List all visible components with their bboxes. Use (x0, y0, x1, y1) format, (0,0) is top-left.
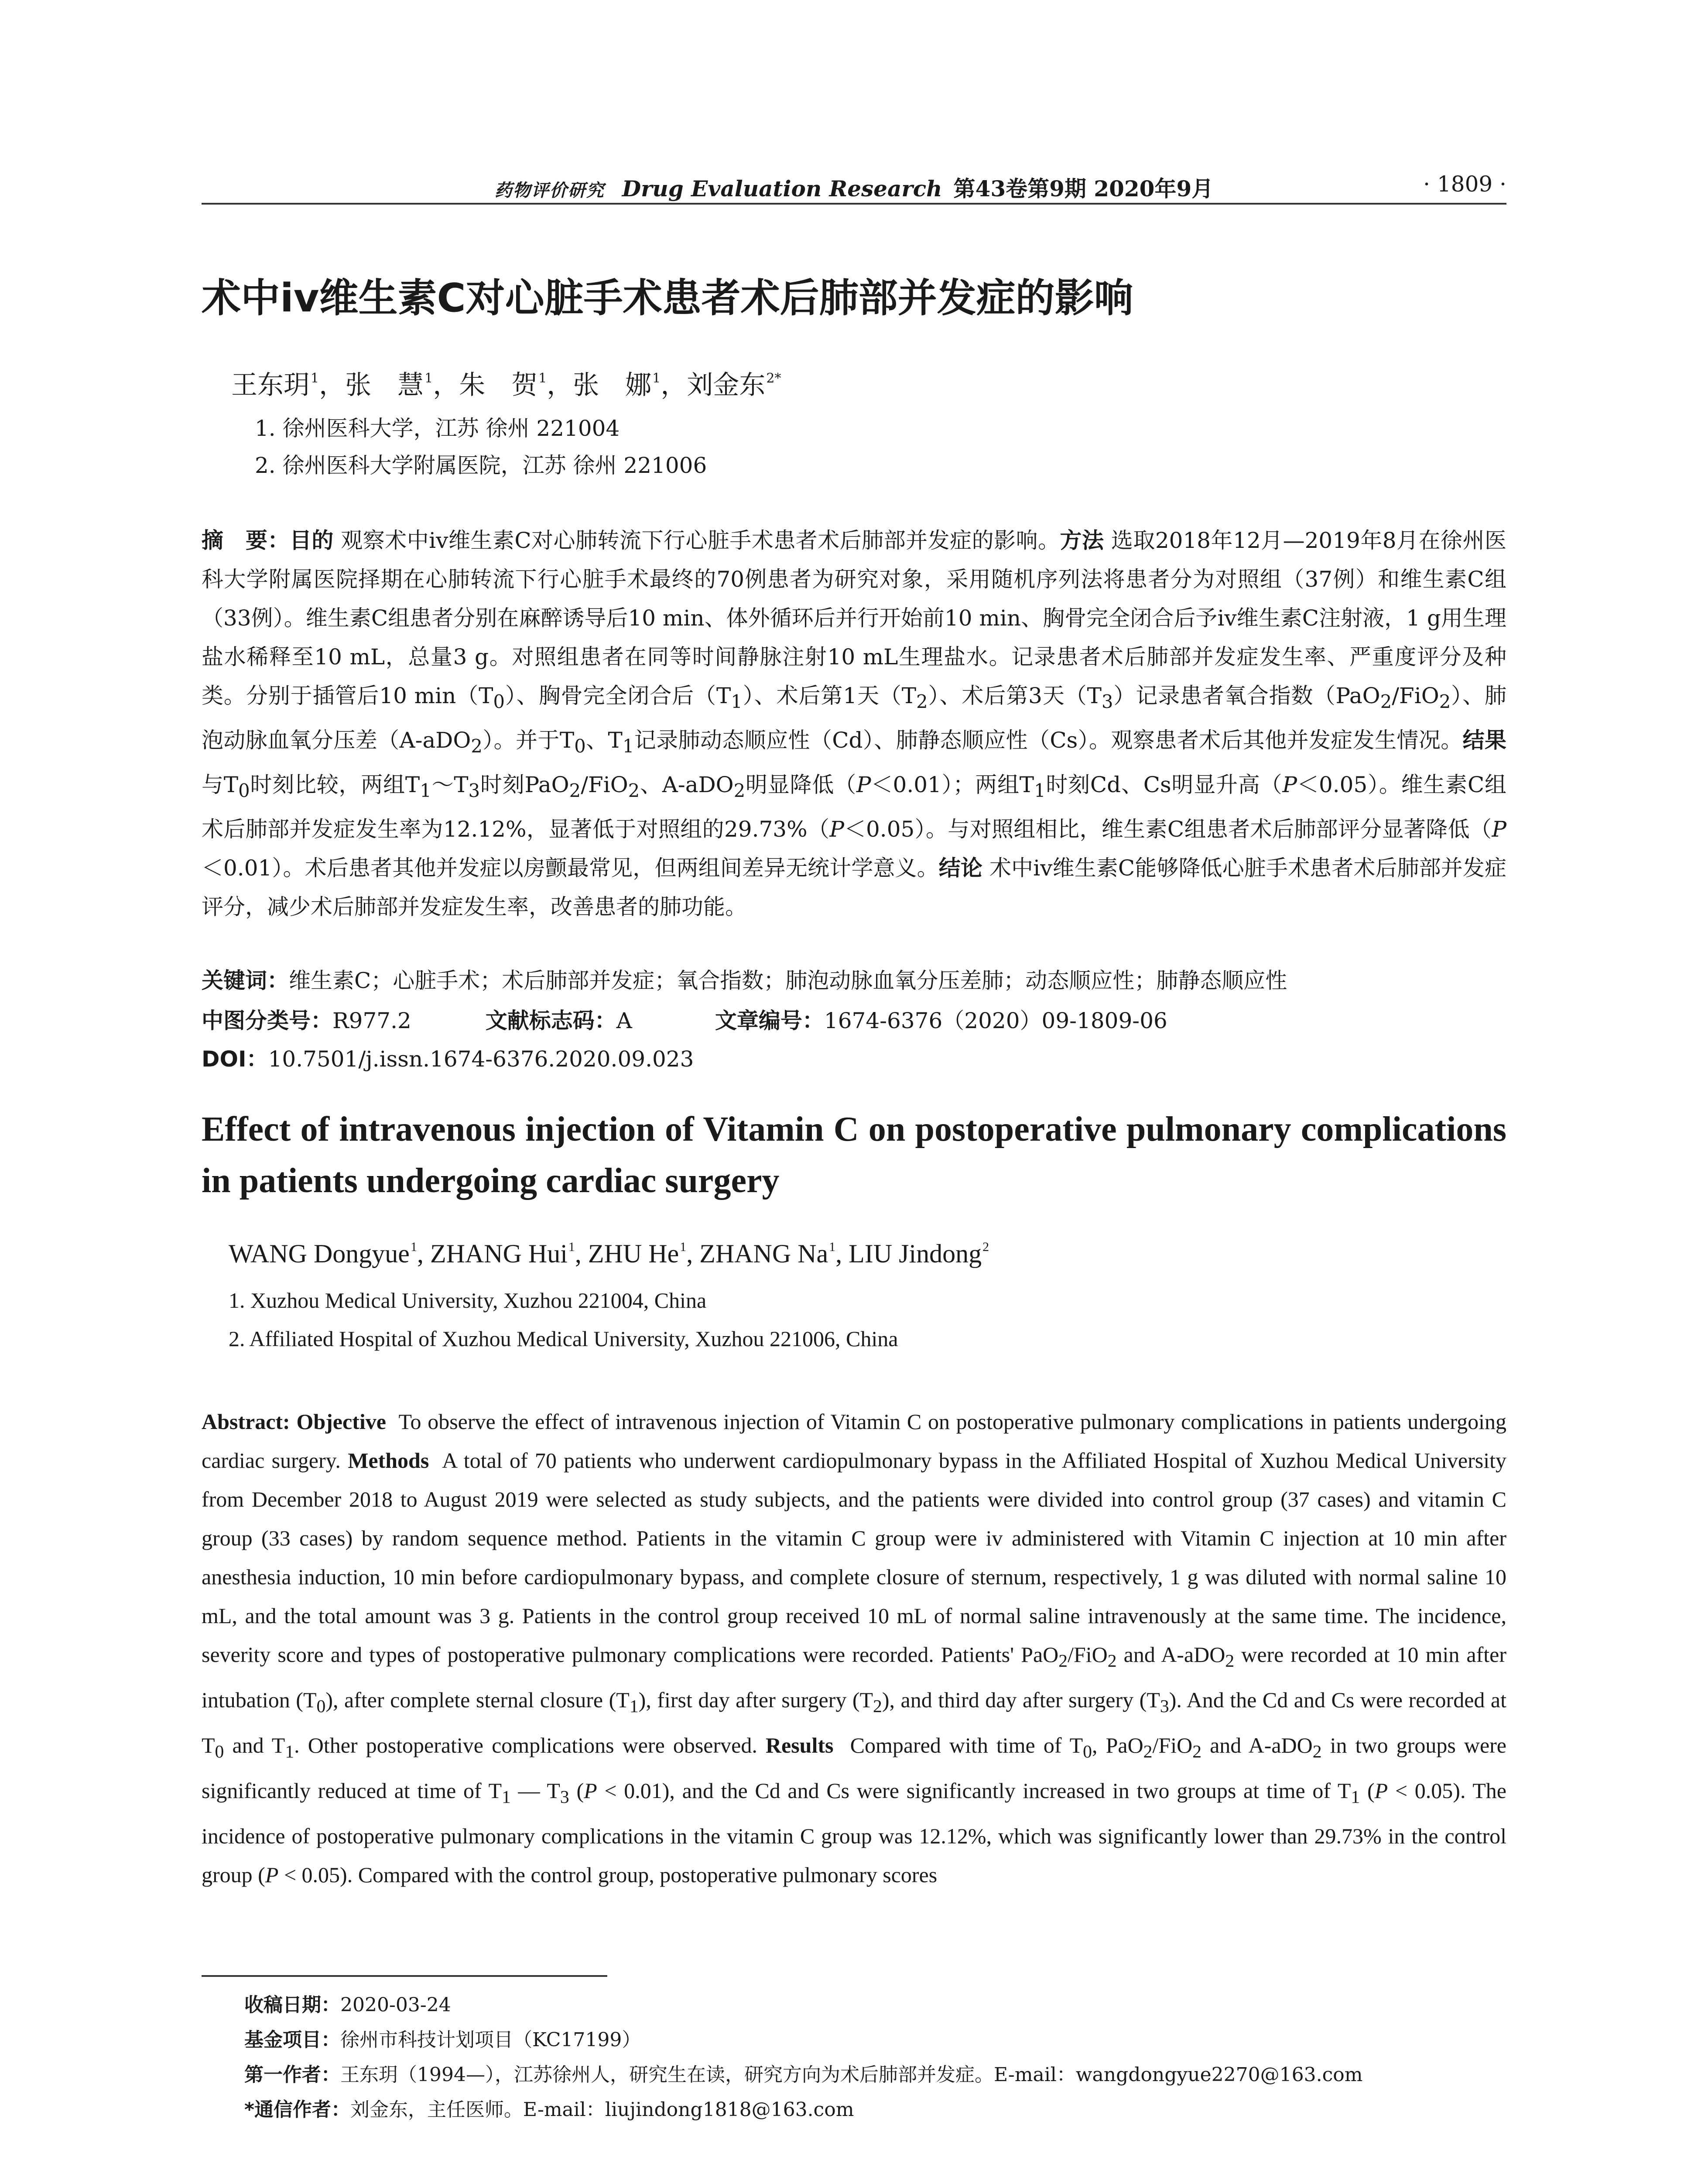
article-number-label: 文章编号： (715, 1008, 824, 1033)
objective-label: 目的 (289, 528, 334, 553)
title-cn: 术中iv维生素C对心脏手术患者术后肺部并发症的影响 (202, 275, 1133, 321)
author-affiliation-mark: 1 (652, 371, 661, 386)
title-en: Effect of intravenous injection of Vitamin C on postoperative pulmonary complications in patients undergoing cardiac surgery (202, 1110, 1506, 1200)
results-text: 明显降低（ (745, 772, 856, 797)
author-separator: , (417, 1239, 430, 1268)
author-name: LIU Jindong (849, 1239, 982, 1268)
methods-text: ）、胸骨完全闭合后（T (504, 683, 731, 708)
affiliation-en-1: 1. Xuzhou Medical University, Xuzhou 221004, China (229, 1288, 707, 1313)
results-text-en: — T (510, 1778, 560, 1803)
results-text: ＜0.05）。与对照组相比，维生素C组患者术后肺部评分显著降低（ (844, 817, 1492, 842)
keywords-cn (202, 963, 1287, 995)
methods-text: /FiO (1392, 683, 1439, 708)
results-label-en: Results (765, 1733, 834, 1757)
clc-label: 中图分类号： (202, 1008, 332, 1033)
methods-text-en: A total of 70 patients who underwent cardiopulmonary bypass in the Affiliated Hospital of Xuzhou Medical University from December 2018 to August 2019 were selected as study subjects, and the patients were divided into control group (37 cases) and vitamin C group (33 cases) by random sequence method. Patients in the vitamin C group were iv administered with Vitamin C injection at 10 min after anesthesia induction, 10 min before cardiopulmonary bypass, and complete closure of sternum, respectively, 1 g was diluted with normal saline 10 mL, and the total amount was 3 g. Patients in the control group received 10 mL of normal saline intravenously at the same time. The incidence, severity score and types of postoperative pulmonary complications were recorded. Patients' PaO (202, 1448, 1506, 1667)
results-text-en: Compared with time of T (850, 1733, 1083, 1757)
author-name: 朱 贺 (459, 370, 538, 400)
author-affiliation-mark: 1 (680, 1240, 687, 1254)
footnote-divider (202, 1975, 607, 1977)
subscript: 2 (1312, 1742, 1322, 1762)
author-name: ZHANG Hui (430, 1239, 568, 1268)
methods-text-en: /FiO (1068, 1642, 1108, 1667)
corresponding-value: 刘金东，主任医师。E-mail：liujindong1818@163.com (350, 2099, 854, 2121)
methods-text-en: ), after complete sternal closure (T (325, 1688, 630, 1712)
p-value-symbol: P (856, 772, 871, 797)
results-text: ＜0.01）；两组T (871, 772, 1034, 797)
methods-text: ）、肺泡动脉血氧分压差（A-aDO (202, 683, 1506, 753)
author-affiliation-mark: 1 (568, 1240, 575, 1254)
author-name: 张 慧 (345, 370, 424, 400)
results-text: 时刻PaO (480, 772, 569, 797)
results-text: ＜0.01）。术后患者其他并发症以房颤最常见，但两组间差异无统计学意义。 (202, 855, 939, 881)
results-text-en: < 0.05). The incidence of postoperative pulmonary complications in the vitamin C group was 12.12%, which was significantly lower than 29.73% in the control group ( (202, 1778, 1506, 1887)
doi-label: DOI： (202, 1046, 268, 1072)
objective-text: 观察术中iv维生素C对心肺转流下行心脏手术患者术后肺部并发症的影响。 (341, 528, 1060, 553)
subscript: 1 (731, 691, 743, 712)
doi-value: 10.7501/j.issn.1674-6376.2020.09.023 (268, 1046, 694, 1072)
subscript: 3 (1101, 691, 1113, 712)
corresponding-label: *通信作者： (244, 2099, 351, 2121)
subscript: 0 (493, 691, 505, 712)
authors-en (229, 1239, 989, 1269)
keywords-label: 关键词： (202, 968, 289, 993)
methods-text: ）、术后第3天（T (928, 683, 1102, 708)
results-text-en: /FiO (1152, 1733, 1193, 1757)
subscript: 2 (1143, 1742, 1153, 1762)
conclusion-label: 结论 (938, 855, 983, 881)
methods-text: ）、术后第1天（T (742, 683, 917, 708)
author-affiliation-mark: 2 (982, 1240, 989, 1254)
methods-text: ）。并于T (482, 728, 575, 753)
results-text-en: < 0.05). Compared with the control group, postoperative pulmonary scores (278, 1863, 938, 1887)
subscript: 3 (1160, 1696, 1169, 1716)
subscript: 2 (733, 780, 746, 801)
results-text: 与T (202, 772, 239, 797)
subscript: 2 (1225, 1651, 1235, 1671)
methods-text-en: and A-aDO (1116, 1642, 1225, 1667)
author-affiliation-mark: 1 (410, 1240, 417, 1254)
author-name: 刘金东 (687, 370, 766, 400)
author-name: ZHANG Na (699, 1239, 828, 1268)
first-author-value: 王东玥（1994—），江苏徐州人，研究生在读，研究方向为术后肺部并发症。E-mail：wangdongyue2270@163.com (340, 2064, 1363, 2086)
author-name: 王东玥 (231, 370, 310, 400)
p-value-symbol: P (829, 817, 844, 842)
affiliation-cn-1: 1. 徐州医科大学，江苏 徐州 221004 (255, 416, 620, 441)
methods-text-en: ). And the Cd and Cs were recorded at T (202, 1688, 1507, 1757)
author-separator: , (575, 1239, 588, 1268)
subscript: 0 (574, 735, 586, 757)
author-separator: , (835, 1239, 849, 1268)
methods-label-en: Methods (348, 1448, 429, 1473)
author-separator: ， (547, 370, 573, 400)
methods-text: 选取2018年12月—2019年8月在徐州医科大学附属医院择期在心肺转流下行心脏手术最终的70例患者为研究对象，采用随机序列法将患者分为对照组（37例）和维生素C组（33例）。维生素C组患者分别在麻醉诱导后10 min、体外循环后并行开始前10 min、胸骨完全闭合后予iv维生素C注射液，1 g用生理盐水稀释至10 mL，总量3 g。对照组患者在同等时间静脉注射10 mL生理盐水。记录患者术后肺部并发症发生率、严重度评分及种类。分别于插管后10 min（T (202, 528, 1507, 708)
affiliation-cn-2: 2. 徐州医科大学附属医院，江苏 徐州 221006 (255, 453, 707, 478)
footnote-fund (244, 2024, 641, 2052)
subscript: 2 (1058, 1651, 1068, 1671)
author-name: WANG Dongyue (229, 1239, 410, 1268)
p-value-symbol: P (265, 1863, 279, 1887)
subscript: 1 (622, 735, 634, 757)
subscript: 2 (916, 691, 928, 712)
p-value-symbol: P (1374, 1778, 1388, 1803)
subscript: 1 (1034, 780, 1046, 801)
subscript: 1 (1351, 1787, 1360, 1807)
methods-text: ）记录患者氧合指数（PaO (1113, 683, 1380, 708)
abstract-en (202, 1402, 1506, 1894)
subscript: 2 (1439, 691, 1451, 712)
subscript: 2 (628, 780, 640, 801)
results-text: 时刻Cd、Cs明显升高（ (1045, 772, 1283, 797)
affiliation-en-2: 2. Affiliated Hospital of Xuzhou Medical University, Xuzhou 221006, China (229, 1326, 898, 1351)
conclusion-text: 术中iv维生素C能够降低心脏手术患者术后肺部并发症评分，减少术后肺部并发症发生率，改善患者的肺功能。 (202, 855, 1507, 920)
issue-info: 第43卷第9期 2020年9月 (953, 176, 1214, 202)
p-value-symbol: P (1282, 772, 1297, 797)
received-date: 2020-03-24 (340, 1994, 451, 2016)
p-value-symbol: P (1492, 817, 1506, 842)
fund-value: 徐州市科技计划项目（KC17199） (340, 2029, 641, 2051)
methods-text-en: . Other postoperative complications were observed. (294, 1733, 757, 1757)
methods-text-en: and T (224, 1733, 285, 1757)
methods-text: 、T (585, 728, 623, 753)
subscript: 2 (1380, 691, 1392, 712)
results-text: /FiO (581, 772, 628, 797)
author-separator: ， (433, 370, 459, 400)
doi-line (202, 1042, 694, 1073)
results-text-en: in two groups were significantly reduced at time of T (202, 1733, 1506, 1803)
author-name: 张 娜 (573, 370, 652, 400)
results-text-en: and A-aDO (1201, 1733, 1313, 1757)
abstract-cn (202, 521, 1506, 926)
doc-code-label: 文献标志码： (485, 1008, 616, 1033)
subscript: 2 (1192, 1742, 1202, 1762)
article-number-value: 1674-6376（2020）09-1809-06 (824, 1008, 1167, 1033)
first-author-label: 第一作者： (244, 2064, 340, 2086)
results-text: ＜0.05）。维生素C组术后肺部并发症发生率为12.12%，显著低于对照组的29.73%（ (202, 772, 1506, 842)
footnote-corresponding (244, 2094, 854, 2122)
journal-logo: 药物评价研究 (494, 180, 605, 201)
subscript: 0 (316, 1696, 326, 1716)
abstract-cn-label: 摘 要： (202, 528, 290, 553)
subscript: 0 (238, 780, 250, 801)
subscript: 3 (468, 780, 480, 801)
subscript: 2 (873, 1696, 882, 1716)
running-header (202, 168, 1506, 205)
methods-text-en: ), first day after surgery (T (638, 1688, 873, 1712)
author-affiliation-mark: 1 (538, 371, 547, 386)
received-label: 收稿日期： (244, 1994, 340, 2016)
header-center (202, 171, 1506, 203)
author-affiliation-mark: 1 (424, 371, 433, 386)
subscript: 1 (502, 1787, 511, 1807)
p-value-symbol: P (584, 1778, 597, 1803)
author-separator: ， (319, 370, 346, 400)
subscript: 1 (420, 780, 431, 801)
results-text-en: ( (1360, 1778, 1375, 1803)
results-text-en: , PaO (1092, 1733, 1143, 1757)
clc-value: R977.2 (332, 1008, 411, 1033)
author-separator: ， (661, 370, 687, 400)
subscript: 1 (629, 1696, 639, 1716)
results-text-en: < 0.01), and the Cd and Cs were significantly increased in two groups at time of T (597, 1778, 1351, 1803)
subscript: 3 (560, 1787, 569, 1807)
subscript: 1 (285, 1742, 294, 1762)
subscript: 2 (1107, 1651, 1117, 1671)
results-label: 结果 (1462, 728, 1506, 753)
subscript: 2 (471, 735, 483, 757)
author-separator: , (686, 1239, 700, 1268)
footnote-received (244, 1989, 451, 2017)
subscript: 2 (569, 780, 581, 801)
objective-label-en: Objective (296, 1409, 386, 1434)
subscript: 0 (1083, 1742, 1092, 1762)
author-affiliation-mark: 2* (766, 371, 781, 386)
classification-line (202, 1003, 1167, 1035)
results-text: 时刻比较，两组T (250, 772, 420, 797)
doc-code-value: A (616, 1008, 632, 1033)
subscript: 0 (215, 1742, 224, 1762)
author-affiliation-mark: 1 (311, 371, 319, 386)
author-name: ZHU He (588, 1239, 679, 1268)
methods-text-en: ), and third day after surgery (T (882, 1688, 1160, 1712)
methods-label: 方法 (1060, 528, 1104, 553)
footnote-first-author (244, 2059, 1362, 2087)
author-affiliation-mark: 1 (829, 1240, 836, 1254)
authors-cn (231, 364, 781, 402)
keywords-value: 维生素C；心脏手术；术后肺部并发症；氧合指数；肺泡动脉血氧分压差肺；动态顺应性；肺静态顺应性 (289, 968, 1287, 993)
fund-label: 基金项目： (244, 2029, 340, 2051)
results-text: ～T (431, 772, 469, 797)
results-text: 、A-aDO (640, 772, 734, 797)
abstract-en-label: Abstract: (202, 1409, 290, 1434)
journal-name: Drug Evaluation Research (622, 176, 942, 202)
page-number: · 1809 · (1423, 171, 1506, 197)
methods-text: 记录肺动态顺应性（Cd）、肺静态顺应性（Cs）。观察患者术后其他并发症发生情况。 (634, 728, 1463, 753)
methods-text-en: were recorded at 10 min after intubation (T (202, 1642, 1506, 1712)
objective-text-en: To observe the effect of intravenous injection of Vitamin C on postoperative pulmonary complications in patients undergoing cardiac surgery. (202, 1409, 1506, 1473)
results-text-en: ( (569, 1778, 584, 1803)
